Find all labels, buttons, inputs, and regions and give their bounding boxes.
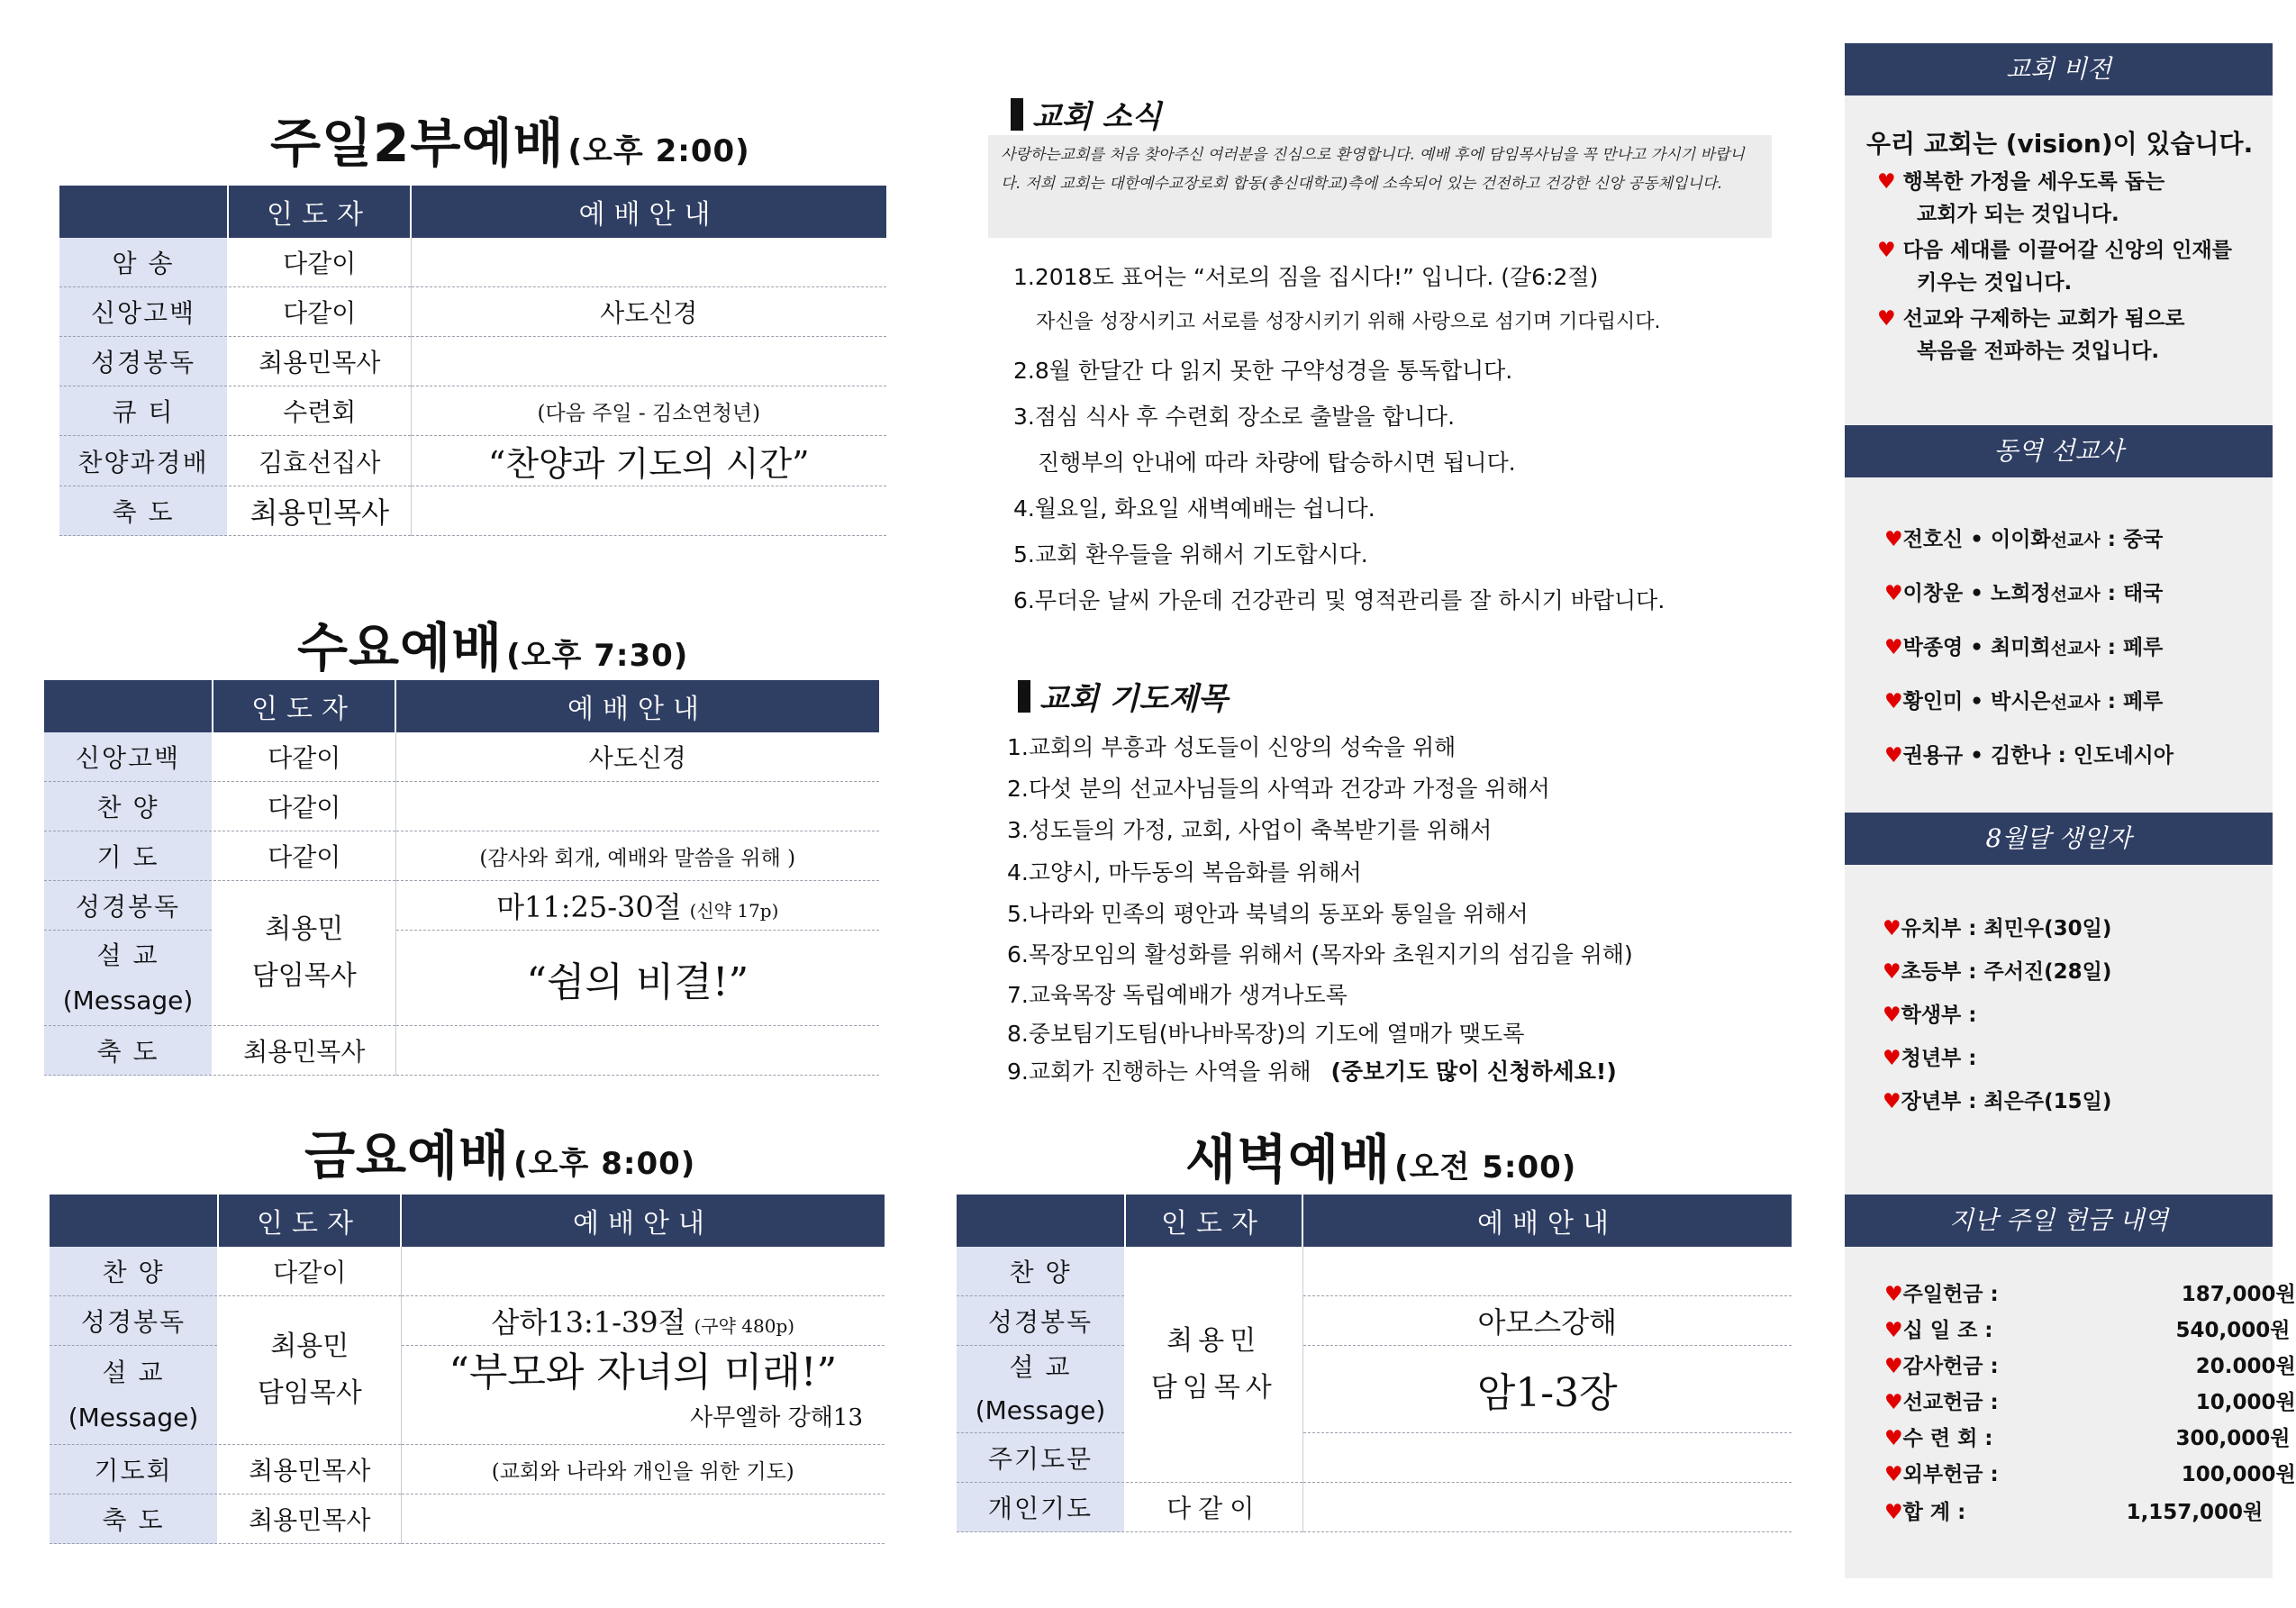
prayer-item: 1.교회의 부흥과 성도들이 신앙의 성숙을 위해 bbox=[1007, 734, 1457, 760]
birthday-item bbox=[1883, 955, 2111, 985]
sermon-label: 설 교 bbox=[96, 940, 159, 970]
heart-icon: ♥ bbox=[1884, 744, 1903, 768]
row-leader: 최용민목사 bbox=[228, 486, 411, 536]
birthday-text: 유치부 : 최민우(30일) bbox=[1901, 917, 2112, 940]
birthday-item bbox=[1883, 912, 2111, 941]
row-info: 아모스강해 bbox=[1302, 1296, 1792, 1346]
header-blank bbox=[44, 680, 213, 732]
row-info: (교회와 나라와 개인을 위한 기도) bbox=[401, 1445, 885, 1494]
missionary-title: 선교사 bbox=[2050, 585, 2101, 604]
leader-name: 최용민 bbox=[270, 1331, 349, 1362]
offering-item bbox=[1884, 1458, 2296, 1487]
offering-amount: 100,000원 bbox=[2181, 1463, 2296, 1486]
birthday-text: 초등부 : 주서진(28일) bbox=[1901, 960, 2112, 984]
heart-icon: ♥ bbox=[1883, 1090, 1901, 1113]
prayer-item: 3.성도들의 가정, 교회, 사업이 축복받기를 위해서 bbox=[1007, 817, 1493, 843]
row-leader: 다같이 bbox=[213, 782, 395, 831]
offering-label: 십 일 조 : bbox=[1902, 1319, 1993, 1342]
row-label: 찬 양 bbox=[50, 1247, 218, 1296]
offering-item bbox=[1884, 1349, 2296, 1379]
row-label bbox=[957, 1346, 1125, 1433]
offering-amount: 1,157,000원 bbox=[2126, 1501, 2264, 1524]
row-info: 사도신경 bbox=[411, 287, 886, 337]
vision-item-line2: 키우는 것입니다. bbox=[1917, 271, 2073, 295]
prayer-item-note: (중보기도 많이 신청하세요!) bbox=[1330, 1058, 1617, 1085]
offering-amount: 300,000원 bbox=[2175, 1427, 2291, 1450]
row-label: 성경봉독 bbox=[50, 1296, 218, 1346]
wednesday-title bbox=[297, 605, 688, 681]
birthday-text: 학생부 : bbox=[1901, 1004, 1977, 1027]
heading-bar bbox=[1018, 680, 1030, 713]
dawn-title-text: 새벽예배 bbox=[1185, 1129, 1392, 1190]
prayer-item: 8.중보팀기도팀(바나바목장)의 기도에 열매가 맺도록 bbox=[1007, 1021, 1525, 1047]
row-leader: 수련회 bbox=[228, 386, 411, 436]
offering-label: 합 계 : bbox=[1902, 1501, 1966, 1524]
heart-icon: ♥ bbox=[1884, 528, 1903, 551]
header-info: 예배안내 bbox=[401, 1195, 885, 1247]
missionary-names: 권용규 • 김한나 bbox=[1902, 744, 2051, 768]
news-item: 1.2018도 표어는 “서로의 짐을 집시다!” 입니다. (갈6:2절) bbox=[1013, 264, 1599, 290]
vision-item-line1: 선교와 구제하는 교회가 됨으로 bbox=[1902, 307, 2185, 331]
missionary-item: ♥권용규 • 김한나 : 인도네시아 bbox=[1884, 744, 2173, 768]
sermon-title: “부모와 자녀의 미래!” bbox=[449, 1349, 838, 1395]
heart-icon: ♥ bbox=[1884, 690, 1903, 713]
row-leader: 다같이 bbox=[218, 1247, 401, 1296]
row-info bbox=[411, 238, 886, 287]
row-info bbox=[401, 1296, 885, 1346]
news-heading bbox=[1011, 92, 1161, 136]
missionary-item: ♥박종영 • 최미희선교사 : 페루 bbox=[1884, 636, 2164, 659]
vision-item-line1: 행복한 가정을 세우도록 돕는 bbox=[1902, 170, 2165, 194]
prayer-item: 2.다섯 분의 선교사님들의 사역과 건강과 가정을 위해서 bbox=[1007, 776, 1550, 802]
table-row bbox=[59, 238, 886, 287]
missionary-item: ♥황인미 • 박시은선교사 : 페루 bbox=[1884, 690, 2164, 713]
birthday-text: 청년부 : bbox=[1901, 1047, 1977, 1070]
row-label: 성경봉독 bbox=[44, 881, 213, 931]
table-row bbox=[59, 436, 886, 486]
heart-icon: ♥ bbox=[1883, 917, 1901, 940]
row-label: 신앙고백 bbox=[59, 287, 228, 337]
row-label: 찬 양 bbox=[957, 1247, 1125, 1296]
row-label: 기도회 bbox=[50, 1445, 218, 1494]
news-item: 4.월요일, 화요일 새벽예배는 쉽니다. bbox=[1013, 495, 1375, 522]
table-header-row bbox=[50, 1195, 885, 1247]
friday-table bbox=[50, 1195, 885, 1544]
wednesday-table bbox=[44, 680, 879, 1076]
missionary-title: 선교사 bbox=[2050, 531, 2101, 550]
row-leader: 다같이 bbox=[228, 287, 411, 337]
missionary-country: 페루 bbox=[2122, 636, 2164, 659]
table-row bbox=[957, 1433, 1792, 1483]
missionary-item: ♥전호신 • 이이화선교사 : 중국 bbox=[1884, 528, 2164, 551]
missionary-country: 페루 bbox=[2122, 690, 2164, 713]
sermon-label: 설 교 bbox=[102, 1357, 165, 1387]
table-row bbox=[50, 1494, 885, 1544]
row-label: 주기도문 bbox=[957, 1433, 1125, 1483]
news-intro: 사랑하는교회를 처음 찾아주신 여러분을 진심으로 환영합니다. 예배 후에 담임목사님을 꼭 만나고 가시기 바랍니다. 저희 교회는 대한예수교장로회 합동(총신대학교)측에 소속되어 있는 건전하고 건강한 신앙 공동체입니다. bbox=[988, 135, 1772, 238]
wednesday-title-text: 수요예배 bbox=[297, 617, 504, 678]
row-label: 찬양과경배 bbox=[59, 436, 228, 486]
offering-label: 수 련 회 : bbox=[1902, 1427, 1993, 1450]
missionary-names: 박종영 • 최미희 bbox=[1902, 636, 2051, 659]
row-label: 개인기도 bbox=[957, 1483, 1125, 1532]
row-info bbox=[411, 337, 886, 386]
offering-label: 주일헌금 : bbox=[1902, 1283, 1999, 1306]
header-info: 예배안내 bbox=[411, 186, 886, 238]
header-leader: 인도자 bbox=[1125, 1195, 1302, 1247]
row-label bbox=[50, 1346, 218, 1445]
heart-icon: ♥ bbox=[1883, 960, 1901, 984]
row-info: 사도신경 bbox=[395, 732, 879, 782]
missionary-country: 인도네시아 bbox=[2073, 744, 2173, 768]
news-heading-text: 교회 소식 bbox=[1032, 99, 1162, 135]
birthday-text: 장년부 : 최은주(15일) bbox=[1901, 1090, 2112, 1113]
heart-icon: ♥ bbox=[1883, 1004, 1901, 1027]
row-label: 신앙고백 bbox=[44, 732, 213, 782]
table-row bbox=[50, 1445, 885, 1494]
table-row bbox=[957, 1296, 1792, 1346]
birthdays-heading: 8월달 생일자 bbox=[1845, 813, 2273, 865]
birthday-item bbox=[1883, 1085, 2111, 1114]
sermon-label-en: (Message) bbox=[975, 1395, 1106, 1425]
offering-item bbox=[1884, 1495, 2264, 1525]
sermon-title: 암1-3장 bbox=[1302, 1346, 1792, 1433]
heart-icon: ♥ bbox=[1884, 1463, 1903, 1486]
prayer-item: 5.나라와 민족의 평안과 북녘의 동포와 통일을 위해서 bbox=[1007, 901, 1529, 927]
sunday-table bbox=[59, 186, 886, 536]
row-info bbox=[1302, 1247, 1792, 1296]
header-leader: 인도자 bbox=[228, 186, 411, 238]
prayer-item: 7.교육목장 독립예배가 생겨나도록 bbox=[1007, 982, 1348, 1008]
sermon-label-en: (Message) bbox=[62, 985, 194, 1015]
missionary-country: 중국 bbox=[2122, 528, 2164, 551]
offering-amount: 187,000원 bbox=[2181, 1283, 2296, 1306]
offering-label: 감사헌금 : bbox=[1902, 1355, 1999, 1378]
heart-icon: ♥ bbox=[1884, 1501, 1903, 1524]
row-leader: 다같이 bbox=[213, 732, 395, 782]
vision-item bbox=[1877, 303, 2185, 368]
vision-item bbox=[1877, 234, 2232, 299]
leader-title: 담임목사 bbox=[251, 960, 357, 992]
row-info bbox=[1302, 1483, 1792, 1532]
row-info: (감사와 회개, 예배와 말씀을 위해 ) bbox=[395, 831, 879, 881]
offering-amount: 10,000원 bbox=[2195, 1391, 2296, 1414]
birthday-item bbox=[1883, 1041, 1976, 1071]
sunday-title-text: 주일2부예배 bbox=[270, 113, 565, 174]
scripture-page: (신약 17p) bbox=[689, 900, 779, 922]
news-item: 2.8월 한달간 다 읽지 못한 구약성경을 통독합니다. bbox=[1013, 358, 1513, 384]
row-leader: 다같이 bbox=[213, 831, 395, 881]
row-label: 축 도 bbox=[50, 1494, 218, 1544]
row-info bbox=[401, 1346, 885, 1445]
heart-icon: ♥ bbox=[1877, 307, 1896, 331]
friday-time: (오후 8:00) bbox=[513, 1146, 696, 1182]
row-info bbox=[395, 782, 879, 831]
table-row bbox=[59, 486, 886, 536]
scripture-reference: 마11:25-30절 bbox=[496, 890, 682, 924]
news-item: 6.무더운 날씨 가운데 건강관리 및 영적관리를 잘 하시기 바랍니다. bbox=[1013, 587, 1665, 613]
leader-name: 최용민 bbox=[265, 913, 344, 945]
row-label: 축 도 bbox=[59, 486, 228, 536]
row-info bbox=[1302, 1433, 1792, 1483]
scripture-reference: 삼하13:1-39절 bbox=[491, 1305, 686, 1340]
offering-amount: 20.000원 bbox=[2195, 1355, 2296, 1378]
row-leader: 최용민목사 bbox=[218, 1494, 401, 1544]
heart-icon: ♥ bbox=[1877, 239, 1896, 262]
news-item: 3.점심 식사 후 수련회 장소로 출발을 합니다. bbox=[1013, 404, 1456, 430]
prayer-item: 6.목장모임의 활성화를 위해서 (목자와 초원지기의 섬김을 위해) bbox=[1007, 941, 1633, 968]
row-info bbox=[401, 1494, 885, 1544]
row-info bbox=[401, 1247, 885, 1296]
vision-lead: 우리 교회는 (vision)이 있습니다. bbox=[1866, 129, 2254, 159]
leader-name: 최용민 bbox=[1166, 1324, 1262, 1357]
row-info bbox=[395, 881, 879, 931]
merged-leader bbox=[213, 881, 395, 1026]
missionaries-heading: 동역 선교사 bbox=[1845, 425, 2273, 477]
heading-bar bbox=[1011, 98, 1023, 131]
news-item: 진행부의 안내에 따라 차량에 탑승하시면 됩니다. bbox=[1038, 450, 1516, 476]
dawn-time: (오전 5:00) bbox=[1394, 1149, 1577, 1186]
missionary-title: 선교사 bbox=[2050, 639, 2101, 659]
table-row bbox=[44, 732, 879, 782]
birthday-item bbox=[1883, 998, 1976, 1028]
table-row bbox=[59, 337, 886, 386]
offering-item bbox=[1884, 1422, 2291, 1451]
friday-title bbox=[304, 1113, 695, 1189]
table-row bbox=[59, 386, 886, 436]
row-info bbox=[395, 1026, 879, 1076]
prayer-heading bbox=[1018, 674, 1228, 718]
vision-item bbox=[1877, 166, 2164, 231]
heart-icon: ♥ bbox=[1884, 1319, 1903, 1342]
header-blank bbox=[50, 1195, 218, 1247]
table-header-row bbox=[44, 680, 879, 732]
missionary-title: 선교사 bbox=[2050, 693, 2101, 713]
row-label: 성경봉독 bbox=[957, 1296, 1125, 1346]
header-info: 예배안내 bbox=[1302, 1195, 1792, 1247]
header-blank bbox=[59, 186, 228, 238]
merged-leader bbox=[1125, 1247, 1302, 1483]
sermon-title: “쉼의 비결!” bbox=[395, 931, 879, 1026]
table-row bbox=[59, 287, 886, 337]
table-row bbox=[44, 831, 879, 881]
table-row bbox=[50, 1346, 885, 1445]
table-row bbox=[957, 1483, 1792, 1532]
table-row bbox=[44, 782, 879, 831]
row-info: (다음 주일 - 김소연청년) bbox=[411, 386, 886, 436]
heart-icon: ♥ bbox=[1884, 1355, 1903, 1378]
table-header-row bbox=[957, 1195, 1792, 1247]
sermon-label: 설 교 bbox=[1009, 1352, 1072, 1382]
missionary-names: 전호신 • 이이화 bbox=[1902, 528, 2051, 551]
row-leader: 김효선집사 bbox=[228, 436, 411, 486]
offering-item bbox=[1884, 1313, 2291, 1343]
sunday-title bbox=[270, 101, 750, 177]
offering-label: 선교헌금 : bbox=[1902, 1391, 1999, 1414]
row-leader: 최용민목사 bbox=[228, 337, 411, 386]
table-row bbox=[50, 1296, 885, 1346]
leader-title: 담임목사 bbox=[257, 1377, 362, 1409]
heart-icon: ♥ bbox=[1883, 1047, 1901, 1070]
heart-icon: ♥ bbox=[1884, 1391, 1903, 1414]
row-leader: 다같이 bbox=[1125, 1483, 1302, 1532]
leader-title: 담임목사 bbox=[1150, 1371, 1277, 1404]
heart-icon: ♥ bbox=[1884, 1427, 1903, 1450]
prayer-item-text: 9.교회가 진행하는 사역을 위해 bbox=[1007, 1058, 1311, 1085]
offering-item bbox=[1884, 1277, 2296, 1307]
sermon-label-en: (Message) bbox=[68, 1402, 199, 1432]
row-label: 기 도 bbox=[44, 831, 213, 881]
offering-item bbox=[1884, 1385, 2296, 1415]
offering-heading: 지난 주일 헌금 내역 bbox=[1845, 1195, 2273, 1247]
table-row bbox=[957, 1247, 1792, 1296]
table-header-row bbox=[59, 186, 886, 238]
table-row bbox=[957, 1346, 1792, 1433]
news-item: 자신을 성장시키고 서로를 성장시키기 위해 사랑으로 섬기며 기다립시다. bbox=[1036, 311, 1661, 333]
row-label: 암 송 bbox=[59, 238, 228, 287]
table-row bbox=[44, 931, 879, 1026]
table-row bbox=[50, 1247, 885, 1296]
wednesday-time: (오후 7:30) bbox=[506, 638, 689, 674]
row-label: 찬 양 bbox=[44, 782, 213, 831]
missionary-names: 이창운 • 노희정 bbox=[1902, 582, 2051, 605]
scripture-page: (구약 480p) bbox=[694, 1315, 795, 1337]
row-label bbox=[44, 931, 213, 1026]
row-label: 축 도 bbox=[44, 1026, 213, 1076]
header-leader: 인도자 bbox=[218, 1195, 401, 1247]
heart-icon: ♥ bbox=[1884, 636, 1903, 659]
row-leader: 최용민목사 bbox=[218, 1445, 401, 1494]
offering-amount: 540,000원 bbox=[2175, 1319, 2291, 1342]
prayer-item: 4.고양시, 마두동의 복음화를 위해서 bbox=[1007, 859, 1362, 886]
vision-heading: 교회 비전 bbox=[1845, 43, 2273, 95]
header-info: 예배안내 bbox=[395, 680, 879, 732]
row-leader: 다같이 bbox=[228, 238, 411, 287]
missionary-item: ♥이창운 • 노희정선교사 : 태국 bbox=[1884, 582, 2164, 605]
missionary-country: 태국 bbox=[2122, 582, 2164, 605]
friday-title-text: 금요예배 bbox=[304, 1125, 511, 1186]
row-info bbox=[411, 486, 886, 536]
vision-item-line1: 다음 세대를 이끌어갈 신앙의 인재를 bbox=[1902, 239, 2232, 262]
dawn-table bbox=[957, 1195, 1792, 1532]
heart-icon: ♥ bbox=[1877, 170, 1896, 194]
sermon-series: 사무엘하 강해13 bbox=[689, 1404, 863, 1431]
header-blank bbox=[957, 1195, 1125, 1247]
row-info: “찬양과 기도의 시간” bbox=[411, 436, 886, 486]
row-label: 큐 티 bbox=[59, 386, 228, 436]
sunday-time: (오후 2:00) bbox=[567, 133, 750, 169]
heart-icon: ♥ bbox=[1884, 582, 1903, 605]
news-item: 5.교회 환우들을 위해서 기도합시다. bbox=[1013, 541, 1368, 568]
prayer-item bbox=[1007, 1054, 1617, 1086]
table-row bbox=[44, 1026, 879, 1076]
prayer-heading-text: 교회 기도제목 bbox=[1039, 681, 1228, 717]
vision-item-line2: 복음을 전파하는 것입니다. bbox=[1917, 340, 2160, 363]
offering-label: 외부헌금 : bbox=[1902, 1463, 1999, 1486]
missionary-names: 황인미 • 박시은 bbox=[1902, 690, 2051, 713]
vision-item-line2: 교회가 되는 것입니다. bbox=[1917, 203, 2119, 226]
merged-leader bbox=[218, 1296, 401, 1445]
heart-icon: ♥ bbox=[1884, 1283, 1903, 1306]
table-row bbox=[44, 881, 879, 931]
row-label: 성경봉독 bbox=[59, 337, 228, 386]
header-leader: 인도자 bbox=[213, 680, 395, 732]
row-leader: 최용민목사 bbox=[213, 1026, 395, 1076]
dawn-title bbox=[1185, 1117, 1576, 1193]
